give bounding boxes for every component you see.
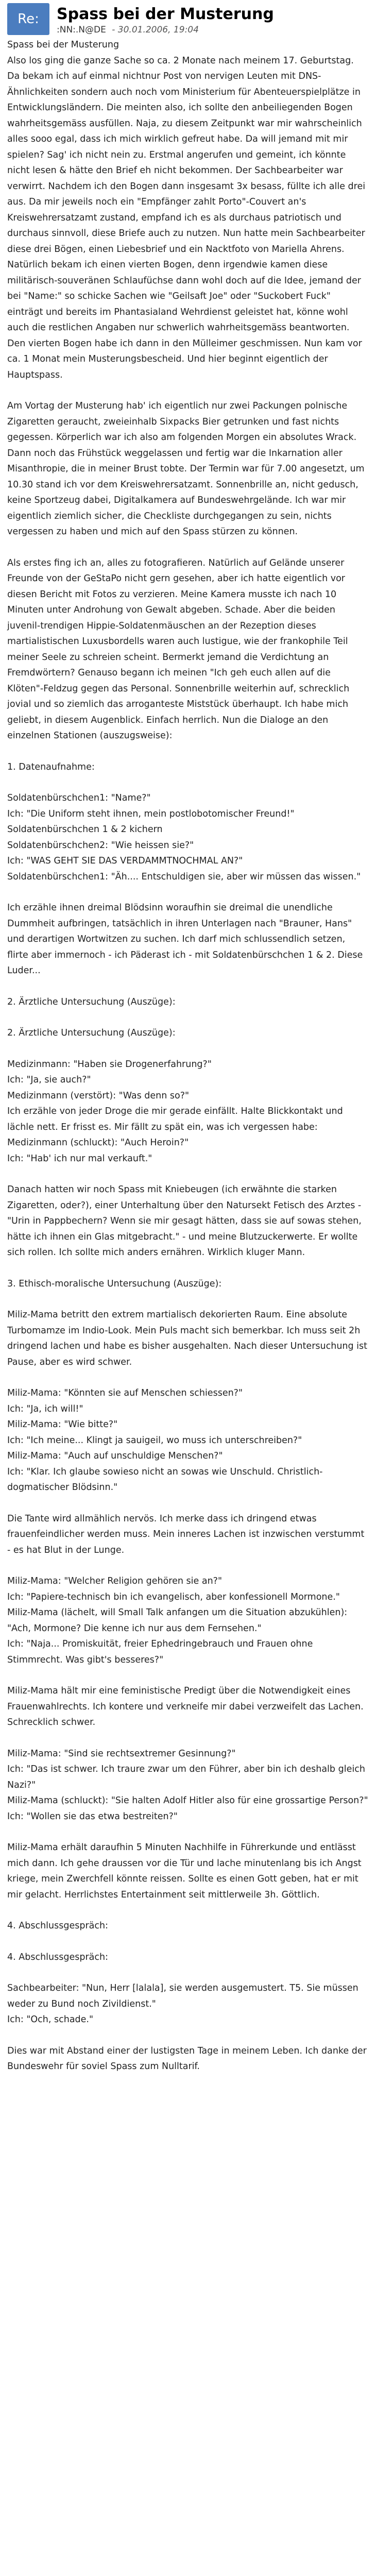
paragraph: Als erstes fing ich an, alles zu fotografieren. Natürlich auf Gelände unserer Freunde von der GeStaPo nicht gern gesehen, aber ich hatte eigentlich vor diesen Bericht mit Fotos zu verzieren. Meine Kamera musste ich nach 10 Minuten unter Androhung von Gewalt abgeben. Schade. Aber die beiden juvenil-trendigen Hippie-Soldatenmäuschen an der Rezeption dieses martialistischen Luxusbordells waren auch lustigue, wie der frankophile Teil meiner Seele zu schreien scheint. Bermerkt jemand die Verdichtung an Fremdwörtern? Genauso begann ich meinen "Ich geh euch allen auf die Klöten"-Feldzug gegen das Personal. Sonnenbrille weiterhin auf, schrecklich jovial und so ziemlich das arroganteste Miststück überhaupt. Ich habe mich geliebt, in diesem Augenblick. Einfach herrlich. Nun die Dialoge an den einzelnen Stationen (auszugsweise): <box>7 557 352 741</box>
dialogue-block: Miliz-Mama: "Welcher Religion gehören sie an?" Ich: "Papiere-technisch bin ich evangelisch, aber konfessionell Mormone." Miliz-Mama (lächelt, will Small Talk anfangen um die Situation abzukühlen): "Ach, Mormone? Die kenne ich nur aus dem Fernsehen." Ich: "Naja... Promiskuität, freier Ephedringebrauch und Frauen ohne Stimmrecht. Was gibt's besseres?" <box>7 1576 348 1665</box>
section-heading: 3. Ethisch-moralische Untersuchung (Auszüge): <box>7 1278 222 1289</box>
dialogue-block: Sachbearbeiter: "Nun, Herr [lalala], sie werden ausgemustert. T5. Sie müssen weder zu Bund noch Zivildienst." Ich: "Och, schade." <box>7 1983 358 2025</box>
paragraph: Ich erzähle ihnen dreimal Blödsinn woraufhin sie dreimal die unendliche Dummheit aufbringen, tatsächlich in ihren Unterlagen nach "Brauner, Hans" und derartigen Wortwitzen zu suchen. Ich darf mich schlussendlich setzen, flirte aber immernoch - ich Päderast ich - mit Soldatenbürschchen 1 & 2. Diese Luder... <box>7 903 366 976</box>
reply-badge: Re: <box>7 3 49 35</box>
paragraph: Miliz-Mama betritt den extrem martialisch dekorierten Raum. Eine absolute Turbomamze im Indio-Look. Mein Puls macht sich bemerkbar. Ich muss seit 2h dringend lachen und habe es bisher ausgehalten. Nach dieser Untersuchung ist Pause, aber es wird schwer. <box>7 1310 370 1367</box>
section-heading: 2. Ärztliche Untersuchung (Auszüge): <box>7 1028 176 1038</box>
post-header <box>7 0 369 37</box>
paragraph: Die Tante wird allmählich nervös. Ich merke dass ich dringend etwas frauenfeindlicher werden muss. Mein inneres Lachen ist inzwischen verstummt - es hat Blut in der Lunge. <box>7 1513 367 1555</box>
post-body <box>7 37 369 2075</box>
paragraph: Spass bei der Musterung Also los ging die ganze Sache so ca. 2 Monate nach meinem 17. Geburtstag. Da bekam ich auf einmal nichtnur Post von nervigen Leuten mit DNS-Ähnlichkeiten sondern auch noch vom Ministerium für Abenteuerspielplätze in Entwicklungsländern. Die meinten also, ich sollte den anbeiliegenden Bogen wahrheitsgemäss ausfüllen. Naja, zu diesem Zeitpunkt war mir wahrscheinlich alles sooo egal, dass ich mich wirklich gefreut habe. Da will jemand mit mir spielen? Sag' ich nicht nein zu. Erstmal angerufen und gemeint, ich könnte nicht lesen & hätte den Brief eh nicht bekommen. Der Sachbearbeiter war verwirrt. Nachdem ich den Bogen dann insgesamt 3x besass, füllte ich alle drei aus. Da mir jeweils noch ein "Empfänger zahlt Porto"-Couvert an's Kreiswehrersatzamt zustand, empfand ich es als durchaus patriotisch und durchaus sinnvoll, diese Briefe auch zu nutzen. Nun hatte mein Sachbearbeiter diese drei Bögen, einen Liebesbrief und ein Nacktfoto von Mariella Ahrens. Natürlich bekam ich einen vierten Bogen, denn irgendwie kamen diese militärisch-souveränen Schlaufüchse dann wohl doch auf die Idee, jemand der bei "Name:" so schicke Sachen wie "Geilsaft Joe" oder "Suckobert Fuck" einträgt und bereits im Phantasialand Wehrdienst geleistet hat, könne wohl auch die restlichen Angaben nur schwerlich wahrheitsgemäss beantworten. Den vierten Bogen habe ich dann in den Mülleimer geschmissen. Nun kam vor ca. 1 Monat mein Musterungsbescheid. Und hier beginnt eigentlich der Hauptspass. <box>7 40 366 380</box>
dialogue-block: Medizinmann: "Haben sie Drogenerfahrung?" Ich: "Ja, sie auch?" Medizinmann (verstört): "Was denn so?" Ich erzähle von jeder Droge die mir gerade einfällt. Halte Blickkontakt und lächle nett. Er frisst es. Mir fällt zu spät ein, was ich vergessen habe: Medizinmann (schluckt): "Auch Heroin?" Ich: "Hab' ich nur mal verkauft." <box>7 1059 343 1164</box>
post-date: - 30.01.2006, 19:04 <box>112 25 199 35</box>
section-heading: 4. Abschlussgespräch: <box>7 1952 108 1962</box>
dialogue-block: Soldatenbürschchen1: "Name?" Ich: "Die Uniform steht ihnen, mein postlobotomischer Freund!" Soldatenbürschchen 1 & 2 kichern Soldatenbürschchen2: "Wie heissen sie?" Ich: "WAS GEHT SIE DAS VERDAMMTNOCHMAL AN?" Soldatenbürschchen1: "Äh.... Entschuldigen sie, aber wir müssen das wissen." <box>7 793 361 882</box>
post-title: Spass bei der Musterung <box>57 5 274 23</box>
dialogue-block: Miliz-Mama: "Sind sie rechtsextremer Gesinnung?" Ich: "Das ist schwer. Ich traure zwar um den Führer, aber bin ich deshalb gleich Nazi?" Miliz-Mama (schluckt): "Sie halten Adolf Hitler also für eine grossartige Person?" Ich: "Wollen sie das etwa bestreiten?" <box>7 1748 368 1822</box>
dialogue-block: Miliz-Mama: "Könnten sie auf Menschen schiessen?" Ich: "Ja, ich will!" Miliz-Mama: "Wie bitte?" Ich: "Ich meine... Klingt ja sauigeil, wo muss ich unterschreiben?" Miliz-Mama: "Auch auf unschuldige Menschen?" Ich: "Klar. Ich glaube sowieso nicht an sowas wie Unschuld. Christlich-dogmatischer Blödsinn." <box>7 1388 323 1493</box>
paragraph: Miliz-Mama hält mir eine feministische Predigt über die Notwendigkeit eines Frauenwahlrechts. Ich kontere und verkneife mir dabei verzweifelt das Lachen. Schrecklich schwer. <box>7 1686 367 1727</box>
closing-paragraph: Dies war mit Abstand einer der lustigsten Tage in meinem Leben. Ich danke der Bundeswehr für soviel Spass zum Nulltarif. <box>7 2045 370 2072</box>
paragraph: Danach hatten wir noch Spass mit Kniebeugen (ich erwähnte die starken Zigaretten, oder?), einer Unterhaltung über den Natursekt Fetisch des Arztes - "Urin in Pappbechern? Wenn sie mir gesagt hätten, dass sie auf sowas stehen, hätte ich ihnen ein Glas mitgebracht." - und meine Blutzuckerwerte. Er wollte sich rollen. Ich sollte mich anders ernähren. Wirklich kluger Mann. <box>7 1184 365 1258</box>
paragraph: Am Vortag der Musterung hab' ich eigentlich nur zwei Packungen polnische Zigaretten geraucht, zweieinhalb Sixpacks Bier getrunken und fast nichts gegessen. Körperlich war ich also am folgenden Morgen ein absolutes Wrack. Dann noch das Frühstück weggelassen und fertig war die Inkarnation aller Misanthropie, die in meiner Brust tobte. Der Termin war für 7.00 angesetzt, um 10.30 stand ich vor dem Kreiswehrersatzamt. Sonnenbrille an, nicht gedusch, keine Sportzeug dabei, Digitalkamera auf Bundeswehrgelände. Ich war mir eigentlich ziemlich sicher, die Checkliste durchgegangen zu sein, nichts vergessen zu haben und mich auf den Spass stürzen zu können. <box>7 401 368 537</box>
section-heading: 1. Datenaufnahme: <box>7 761 95 772</box>
section-heading: 4. Abschlussgespräch: <box>7 1921 108 1931</box>
paragraph: Miliz-Mama erhält daraufhin 5 Minuten Nachhilfe in Führerkunde und entlässt mich dann. Ich gehe draussen vor die Tür und lache minutenlang bis ich Angst kriege, mein Zwerchfell könnte reissen. Sollte es einen Gott geben, hat er mit mir gelacht. Herrlichstes Entertainment seit mittlerweile 3h. Göttlich. <box>7 1842 365 1900</box>
title-block <box>57 3 274 36</box>
section-heading: 2. Ärztliche Untersuchung (Auszüge): <box>7 996 176 1007</box>
post-meta <box>57 24 274 36</box>
author-name[interactable]: :NN:.N@DE <box>57 25 106 35</box>
